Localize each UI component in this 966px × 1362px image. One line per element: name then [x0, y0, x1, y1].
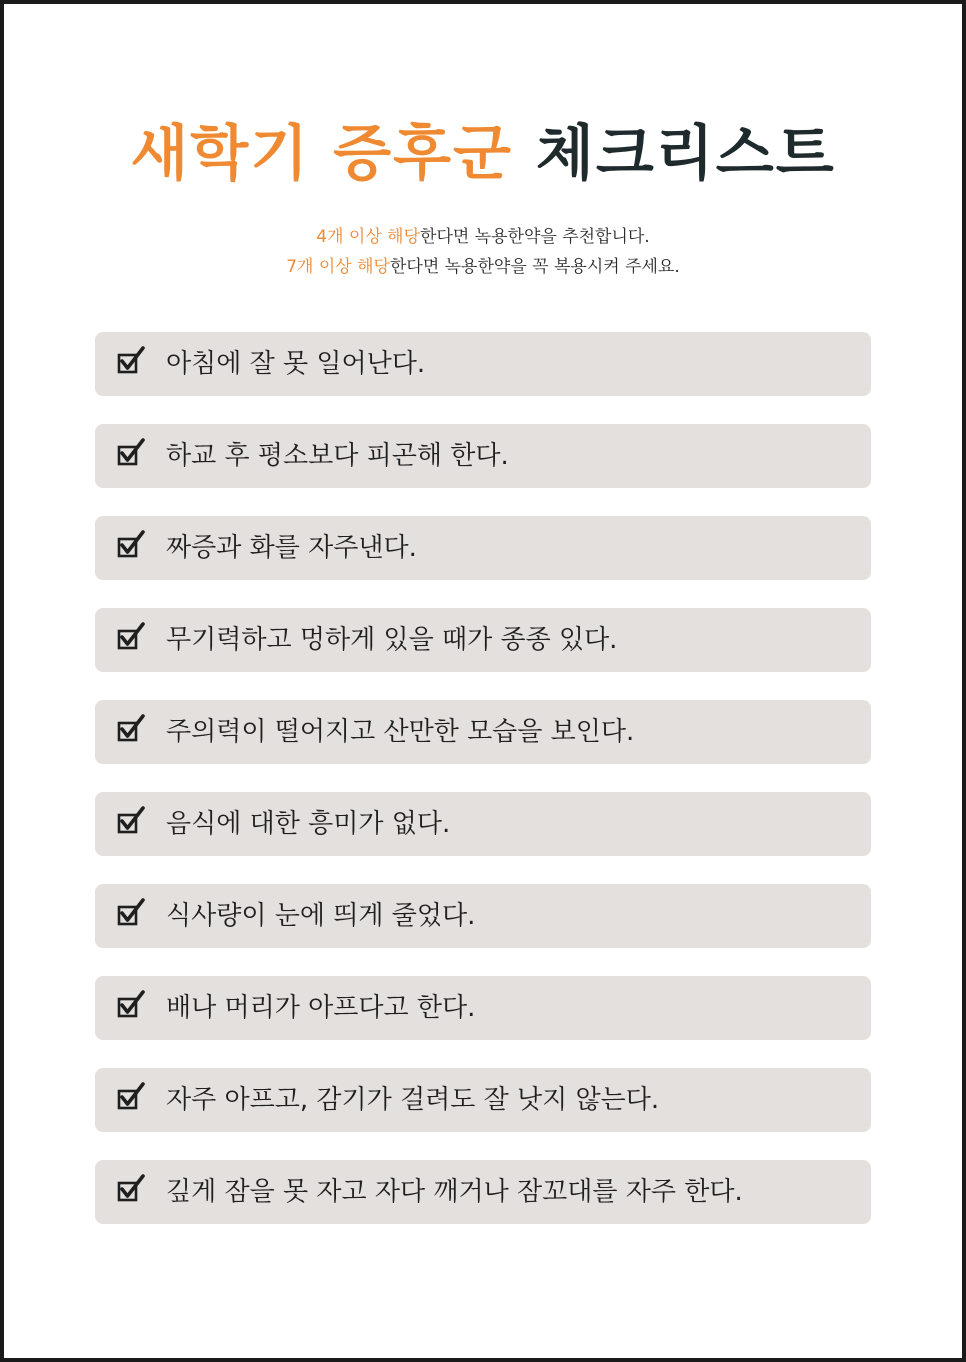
checklist-item-text: 주의력이 떨어지고 산만한 모습을 보인다.	[166, 717, 635, 747]
checklist-item	[95, 1068, 871, 1132]
checklist-item-text: 하교 후 평소보다 피곤해 한다.	[166, 441, 509, 471]
checkbox-checked-icon	[115, 620, 149, 654]
checklist-item	[95, 700, 871, 764]
checklist-item-text: 짜증과 화를 자주낸다.	[166, 533, 417, 563]
checklist-item-text: 자주 아프고, 감기가 걸려도 잘 낫지 않는다.	[166, 1085, 660, 1115]
subtitle	[4, 222, 962, 282]
checklist-item	[95, 516, 871, 580]
checklist-item-text: 식사량이 눈에 띄게 줄었다.	[166, 901, 476, 931]
checklist-item-text: 아침에 잘 못 일어난다.	[166, 349, 426, 379]
subtitle-line-2-highlight: 7개 이상 해당	[286, 257, 390, 277]
checkbox-checked-icon	[115, 1172, 149, 1206]
checklist-item	[95, 792, 871, 856]
checkbox-checked-icon	[115, 344, 149, 378]
checklist-item	[95, 424, 871, 488]
page-title	[4, 116, 962, 192]
checkbox-checked-icon	[115, 1080, 149, 1114]
checklist-item-text: 배나 머리가 아프다고 한다.	[166, 993, 476, 1023]
subtitle-line-1-text: 한다면 녹용한약을 추천합니다.	[420, 227, 650, 247]
checklist-item	[95, 976, 871, 1040]
checklist-item	[95, 332, 871, 396]
title-accent: 새학기 증후군	[130, 119, 513, 189]
subtitle-line-1-highlight: 4개 이상 해당	[316, 227, 421, 247]
checkbox-checked-icon	[115, 988, 149, 1022]
checklist-item	[95, 1160, 871, 1224]
checklist-item-text: 무기력하고 멍하게 있을 때가 종종 있다.	[166, 625, 618, 655]
checkbox-checked-icon	[115, 712, 149, 746]
subtitle-line-2	[4, 252, 962, 282]
checkbox-checked-icon	[115, 528, 149, 562]
checklist-item-text: 음식에 대한 흥미가 없다.	[166, 809, 451, 839]
checkbox-checked-icon	[115, 896, 149, 930]
checkbox-checked-icon	[115, 436, 149, 470]
checklist	[95, 332, 871, 1252]
subtitle-line-2-text: 한다면 녹용한약을 꼭 복용시켜 주세요.	[389, 257, 680, 277]
checklist-item-text: 깊게 잠을 못 자고 자다 깨거나 잠꼬대를 자주 한다.	[166, 1177, 743, 1207]
checklist-item	[95, 608, 871, 672]
subtitle-line-1	[4, 222, 962, 252]
checkbox-checked-icon	[115, 804, 149, 838]
checklist-item	[95, 884, 871, 948]
title-dark: 체크리스트	[535, 119, 836, 189]
